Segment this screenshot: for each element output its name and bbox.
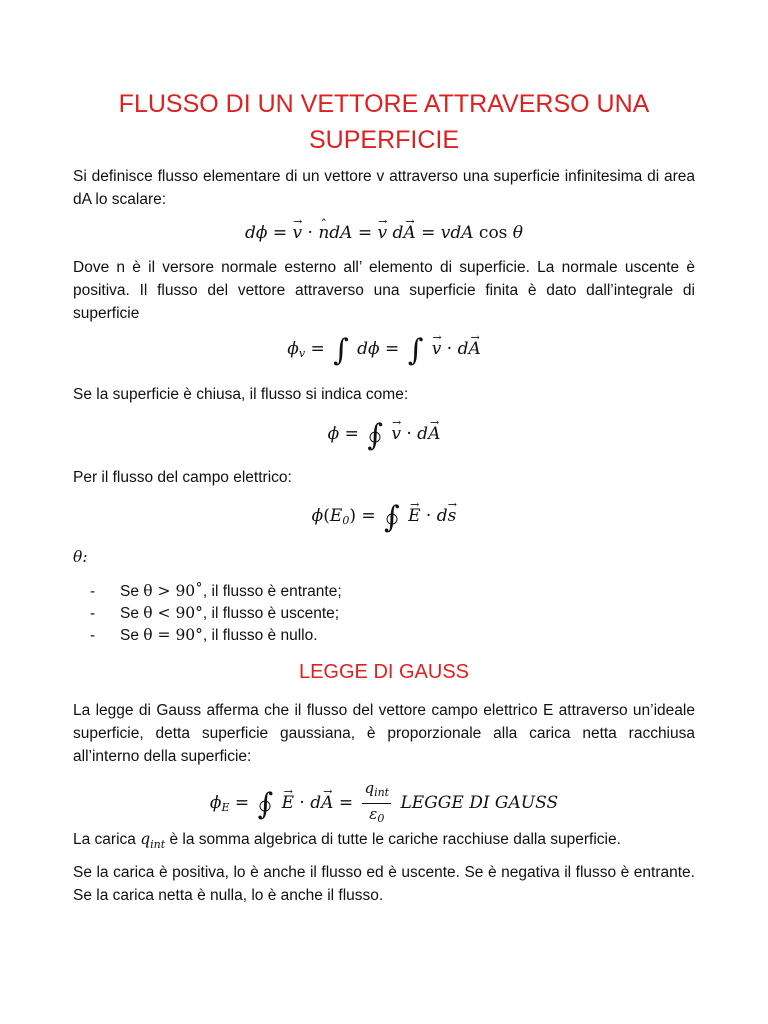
paragraph-electric-field: Per il flusso del campo elettrico: [73, 469, 292, 486]
title-line-1: FLUSSO DI UN VETTORE ATTRAVERSO UNA [118, 90, 650, 118]
paragraph-gauss-law: La legge di Gauss afferma che il flusso del vettore campo elettrico E attraverso un’ideale superficie, detta superficie gaussiana, è proporzionale alla carica netta racchiusa all’interno della superficie: [73, 702, 695, 765]
equation-elementary-flux: dϕ = → v · ˆ ndA = → v d→ A = vdA cos θ [0, 222, 768, 245]
equation-electric-flux: $\phi(E_0)$ = ∫ → E · d→ s [0, 505, 768, 532]
list-item: - Se θ = 90°, il flusso è nullo. [90, 626, 318, 644]
theta-label: θ: [73, 548, 88, 566]
theta-cases-list [90, 580, 342, 646]
equation-closed-flux: ϕ = ∫ → v · d→ A [0, 423, 768, 447]
equation-gauss-law: $\phi_E$ = ∫ → E · d→ A = $\frac{q_{int}}{\varepsilon_0}$ LEGGE DI GAUSS [0, 778, 768, 829]
gauss-law-label: LEGGE DI GAUSS [400, 793, 559, 813]
paragraph-closed-surface: Se la superficie è chiusa, il flusso si indica come: [73, 386, 409, 403]
paragraph-normal: Dove n è il versore normale esterno all’ elemento di superficie. La normale uscente è positiva. Il flusso del vettore attraverso una superficie finita è dato dall’integrale di superficie [73, 259, 695, 322]
list-item: - Se θ < 90°, il flusso è uscente; [90, 604, 340, 622]
list-item: - Se θ > 90˚, il flusso è entrante; [90, 582, 342, 600]
paragraph-sign: Se la carica è positiva, lo è anche il flusso ed è uscente. Se è negativa il flusso è entrante. Se la carica netta è nulla, lo è anche il flusso. [73, 864, 695, 904]
title-line-2: SUPERFICIE [308, 126, 460, 154]
paragraph-definition: Si definisce flusso elementare di un vettore v attraverso una superficie infinitesima di area dA lo scalare: [73, 168, 695, 208]
page-title [0, 86, 768, 158]
section-heading-gauss: LEGGE DI GAUSS [298, 661, 470, 683]
equation-flux-integral: $\phi_v$ = ∫ dϕ = ∫ → v · d→ A [0, 338, 768, 365]
paragraph-charge: La carica $q_{int}$ è la somma algebrica di tutte le cariche racchiuse dalla superficie. [73, 830, 621, 852]
